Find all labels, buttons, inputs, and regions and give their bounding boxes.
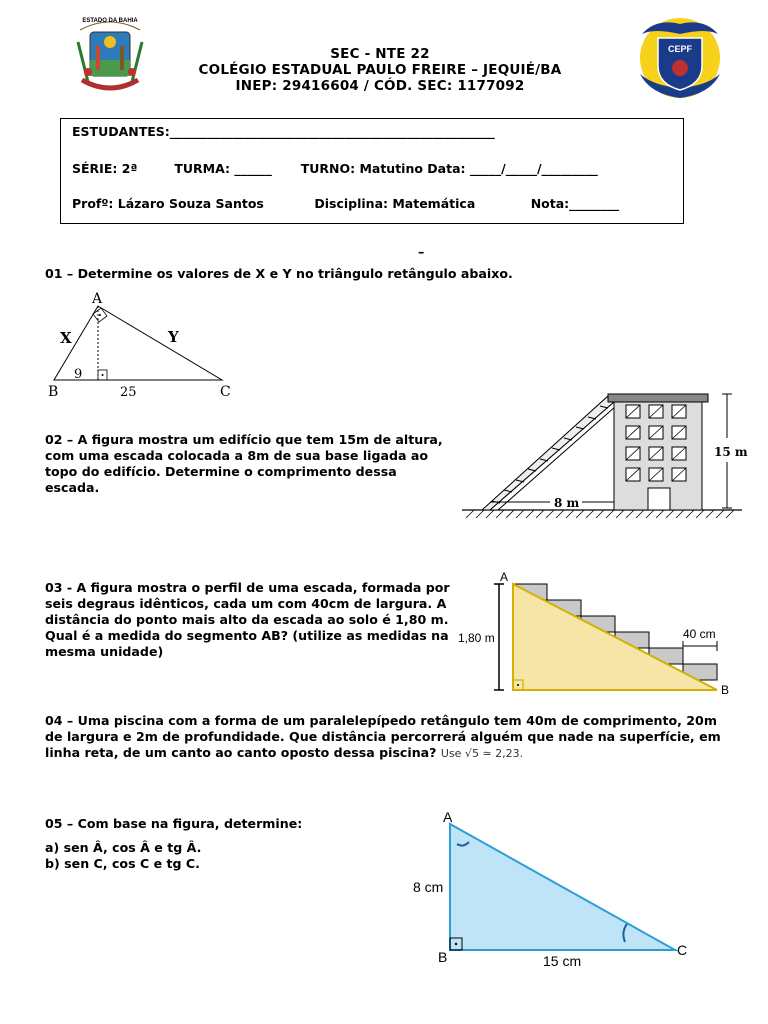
q5-triangle-figure — [405, 804, 705, 972]
question-4-hint: Use √5 ≃ 2,23. — [440, 747, 524, 760]
nota-field[interactable]: Nota:________ — [530, 196, 620, 211]
fig1-label-c: C — [220, 384, 231, 400]
fig5-side-ab: 8 cm — [413, 879, 444, 895]
fig5-label-a: A — [443, 809, 453, 825]
q1-triangle-figure — [40, 288, 250, 403]
fig2-height-label: 15 m — [714, 445, 748, 459]
question-5: 05 – Com base na figura, determine: — [45, 816, 303, 831]
seal-text: ESTADO DA BAHIA — [82, 18, 138, 24]
fig3-step-label: 40 cm — [683, 627, 716, 641]
question-5a: a) sen Â, cos Â e tg Â. — [45, 840, 202, 855]
fig1-label-a: A — [92, 291, 103, 307]
fig2-base-label: 8 m — [554, 496, 580, 510]
header-line-3: INEP: 29416604 / CÓD. SEC: 1177092 — [235, 78, 525, 94]
fig1-label-b: B — [48, 384, 59, 400]
disciplina-field: Disciplina: Matemática — [314, 196, 476, 211]
question-4-text: 04 – Uma piscina com a forma de um paralelepípedo retângulo tem 40m de comprimento, 20m de largura e 2m de profundidade. Que distância percorrerá alguém que nade na superfície, em linha reta, de um canto ao canto oposto dessa piscina? — [45, 713, 721, 760]
serie-field: SÉRIE: 2ª — [72, 161, 138, 176]
question-3: 03 - A figura mostra o perfil de uma escada, formada por seis degraus idênticos, cada um com 40cm de largura. A distância do ponto mais alto da escada ao solo é 1,80 m. Qual é a medida do segmento AB? (utilize as medidas na mesma unidade) — [45, 580, 450, 659]
fig1-label-y: Y — [168, 328, 179, 346]
question-2: 02 – A figura mostra um edifício que tem 15m de altura, com uma escada colocada a 8m de sua base ligada ao topo do edifício. Determine o comprimento dessa escada. — [45, 432, 443, 495]
header-line-1: SEC - NTE 22 — [330, 46, 430, 62]
fig3-height-label: 1,80 m — [458, 631, 495, 645]
question-5b: b) sen C, cos C e tg C. — [45, 856, 200, 871]
students-field[interactable]: ESTUDANTES:____________________________________________________ — [72, 124, 495, 139]
school-header — [170, 46, 590, 94]
question-1: 01 – Determine os valores de X e Y no triângulo retângulo abaixo. — [45, 266, 513, 281]
q3-staircase-figure — [455, 566, 745, 698]
student-info-box — [60, 118, 684, 224]
fig1-seg-25: 25 — [120, 385, 137, 400]
fig3-label-a: A — [500, 570, 509, 584]
fig3-label-b: B — [721, 683, 730, 697]
turno-date-field[interactable]: TURNO: Matutino Data: _____/_____/_________ — [300, 161, 598, 176]
turma-field[interactable]: TURMA: ______ — [174, 161, 272, 176]
fig1-seg-9: 9 — [74, 367, 83, 382]
fig1-label-x: X — [60, 329, 72, 347]
q2-building-figure — [460, 388, 760, 523]
question-4 — [45, 713, 735, 762]
professor-field: Profº: Lázaro Souza Santos — [72, 196, 264, 211]
fig5-side-bc: 15 cm — [543, 953, 582, 969]
fig5-label-c: C — [677, 942, 688, 958]
dash-mark: – — [418, 244, 425, 259]
logo-text: CEPF — [667, 44, 693, 54]
fig5-label-b: B — [438, 949, 448, 965]
header-line-2: COLÉGIO ESTADUAL PAULO FREIRE – JEQUIÉ/BA — [198, 62, 562, 78]
cepf-logo — [636, 14, 724, 102]
bahia-seal-logo — [68, 12, 152, 102]
